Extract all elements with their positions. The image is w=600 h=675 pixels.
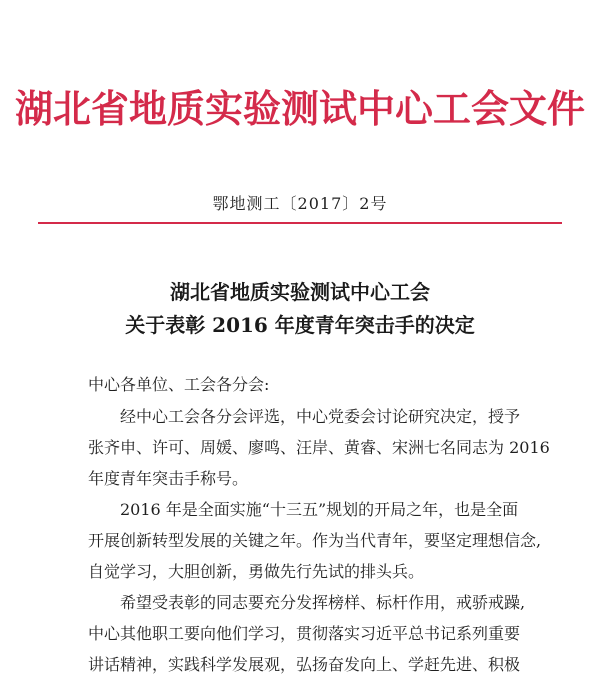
paragraph-3-line-1: 希望受表彰的同志要充分发挥榜样、标杆作用，戒骄戒躁, [120, 593, 526, 612]
salutation: 中心各单位、工会各分会: [88, 375, 270, 394]
document-title-line-2: 关于表彰 2016 年度青年突击手的决定 [125, 313, 475, 337]
paragraph-3-line-2: 中心其他职工要向他们学习，贯彻落实习近平总书记系列重要 [88, 624, 521, 643]
paragraph-2-line-1: 2016 年是全面实施“十三五”规划的开局之年，也是全面 [120, 500, 519, 519]
document-title-line-1: 湖北省地质实验测试中心工会 [170, 280, 430, 304]
paragraph-1-line-3: 年度青年突击手称号。 [88, 469, 249, 488]
red-divider-line [38, 222, 562, 224]
paragraph-3-line-3: 讲话精神，实践科学发展观，弘扬奋发向上、学赶先进、积极 [88, 655, 521, 674]
paragraph-1-line-1: 经中心工会各分会评选，中心党委会讨论研究决定，授予 [120, 407, 521, 426]
document-number: 鄂地测工〔2017〕2号 [212, 194, 388, 213]
paragraph-2-line-3: 自觉学习，大胆创新，勇做先行先试的排头兵。 [88, 562, 425, 581]
paragraph-1-line-2: 张齐申、许可、周媛、廖鸣、汪岸、黄睿、宋洲七名同志为 2016 [88, 438, 550, 457]
red-header-title: 湖北省地质实验测试中心工会文件 [14, 86, 585, 131]
paragraph-2-line-2: 开展创新转型发展的关键之年。作为当代青年，要坚定理想信念, [88, 531, 542, 550]
